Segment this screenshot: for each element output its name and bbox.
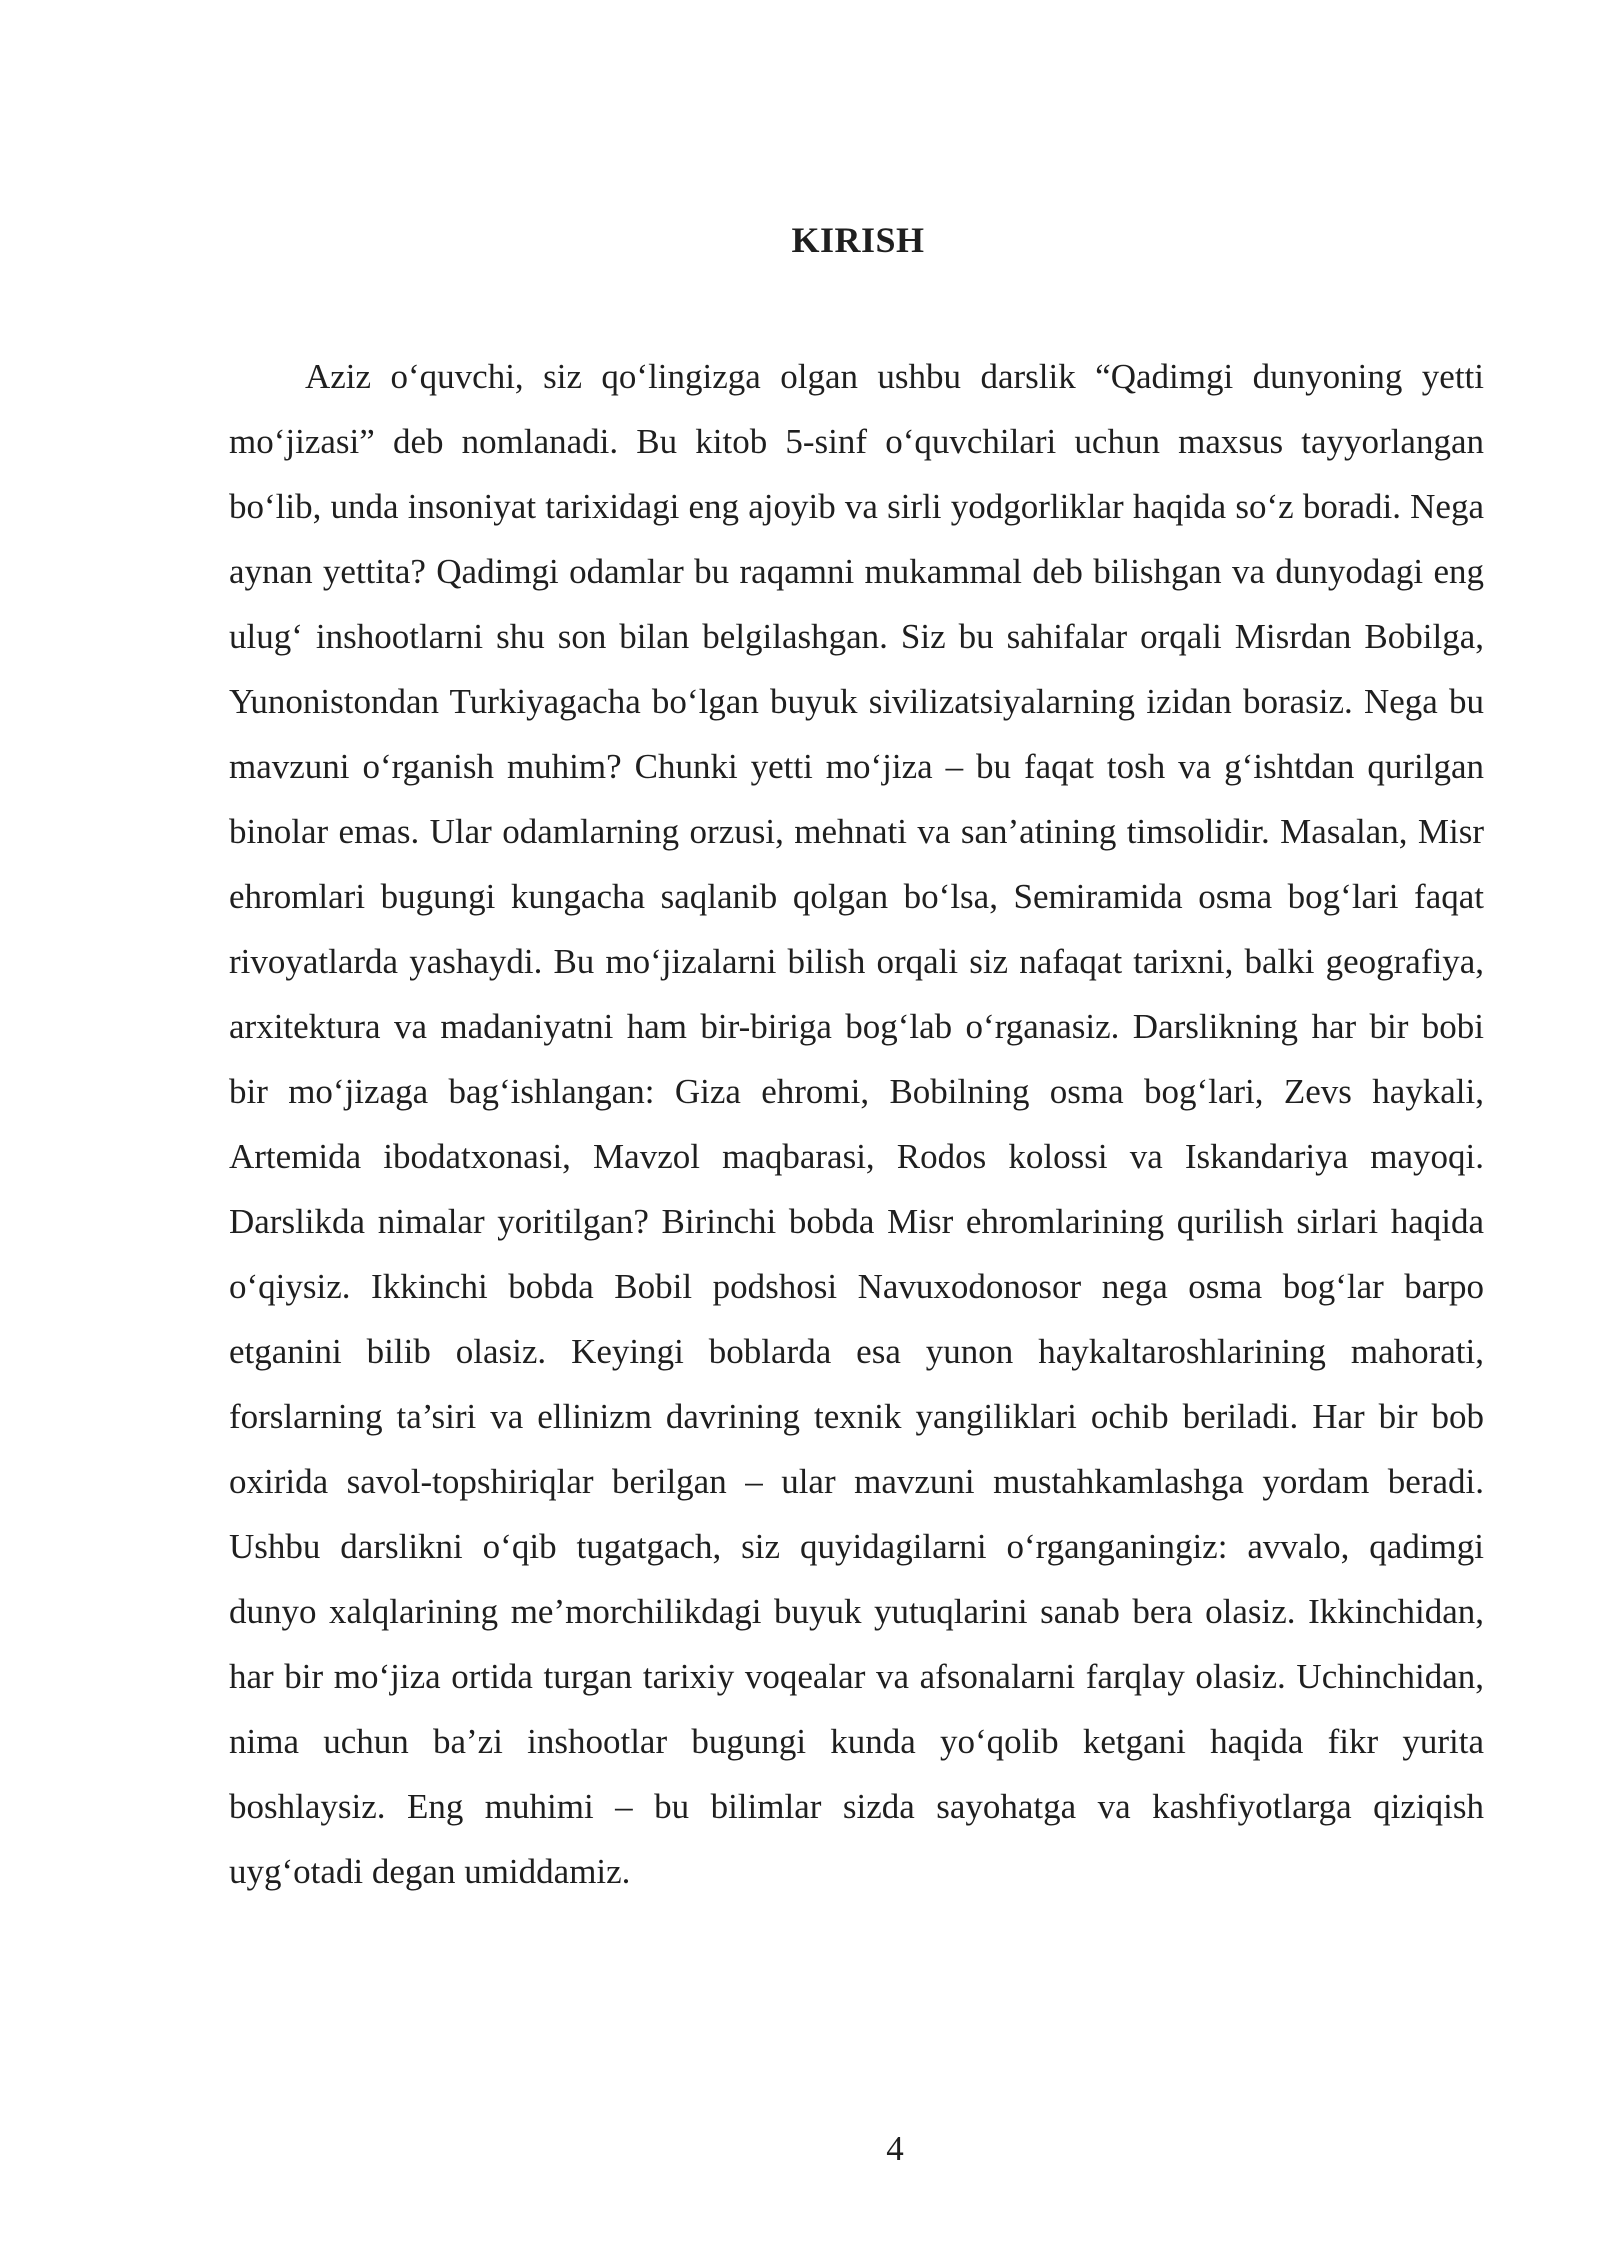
section-heading: KIRISH	[791, 220, 925, 260]
page-number: 4	[886, 2129, 904, 2168]
body-paragraph: Aziz o‘quvchi, siz qo‘lingizga olgan ushbu darslik “Qadimgi dunyoning yetti mo‘jizasi” deb nomlanadi. Bu kitob 5-sinf o‘quvchilari uchun maxsus tayyorlangan bo‘lib, unda insoniyat tarixidagi eng ajoyib va sirli yodgorliklar haqida so‘z boradi. Nega aynan yettita? Qadimgi odamlar bu raqamni mukammal deb bilishgan va dunyodagi eng ulug‘ inshootlarni shu son bilan belgilashgan. Siz bu sahifalar orqali Misrdan Bobilga, Yunonistondan Turkiyagacha bo‘lgan buyuk sivilizatsiyalarning izidan borasiz. Nega bu mavzuni o‘rganish muhim? Chunki yetti mo‘jiza – bu faqat tosh va g‘ishtdan qurilgan binolar emas. Ular odamlarning orzusi, mehnati va san’atining timsolidir. Masalan, Misr ehromlari bugungi kungacha saqlanib qolgan bo‘lsa, Semiramida osma bog‘lari faqat rivoyatlarda yashaydi. Bu mo‘jizalarni bilish orqali siz nafaqat tarixni, balki geografiya, arxitektura va madaniyatni ham bir-biriga bog‘lab o‘rganasiz. Darslikning har bir bobi bir mo‘jizaga bag‘ishlangan: Giza ehromi, Bobilning osma bog‘lari, Zevs haykali, Artemida ibodatxonasi, Mavzol maqbarasi, Rodos kolossi va Iskandariya mayoqi. Darslikda nimalar yoritilgan? Birinchi bobda Misr ehromlarining qurilish sirlari haqida o‘qiysiz. Ikkinchi bobda Bobil podshosi Navuxodonosor nega osma bog‘lar barpo etganini bilib olasiz. Keyingi boblarda esa yunon haykaltaroshlarining mahorati, forslarning ta’siri va ellinizm davrining texnik yangiliklari ochib beriladi. Har bir bob oxirida savol-topshiriqlar berilgan – ular mavzuni mustahkamlashga yordam beradi. Ushbu darslikni o‘qib tugatgach, siz quyidagilarni o‘rganganingiz: avvalo, qadimgi dunyo xalqlarining me’morchilikdagi buyuk yutuqlarini sanab bera olasiz. Ikkinchidan, har bir mo‘jiza ortida turgan tarixiy voqealar va afsonalarni farqlay olasiz. Uchinchidan, nima uchun ba’zi inshootlar bugungi kunda yo‘qolib ketgani haqida fikr yurita boshlaysiz. Eng muhimi – bu bilimlar sizda sayohatga va kashfiyotlarga qiziqish uyg‘otadi degan umiddamiz.	[229, 357, 1484, 1891]
